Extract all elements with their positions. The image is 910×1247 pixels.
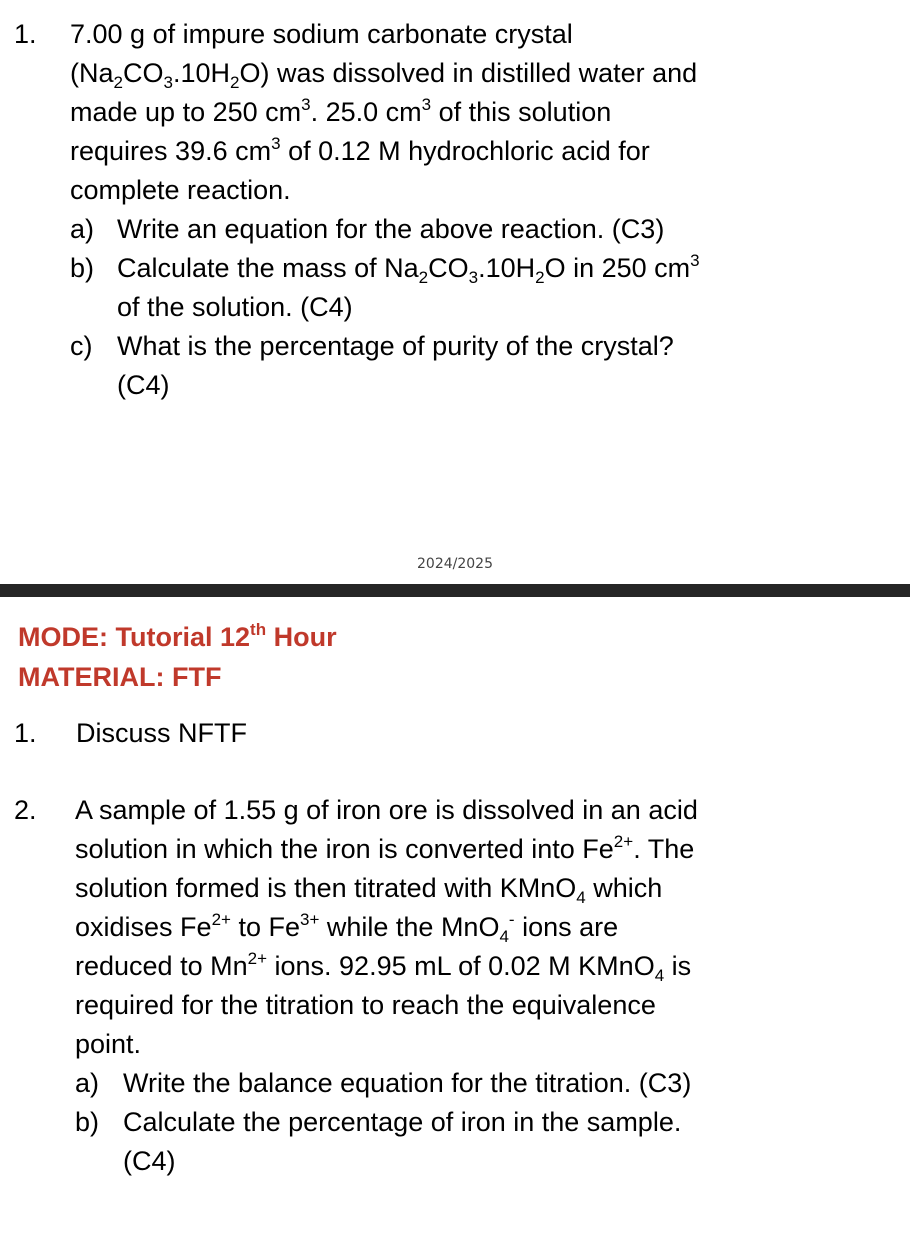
part-text: What is the percentage of purity of the crystal? [117,331,674,361]
page-footer-year: 2024/2025 [417,556,493,572]
part-text: Calculate the percentage of iron in the sample. [123,1107,682,1137]
question-number: 1. [14,19,37,49]
question-line: requires 39.6 $cm^3$ of 0.12 M hydrochloric acid for [70,134,650,166]
question-line: oxidises $Fe^{2+}$ to $Fe^{3+}$ while the MnO$_4$- ions are [75,910,619,946]
part-text: of the solution. (C4) [117,292,353,322]
part-text: (C4) [117,370,170,400]
question-line: 7.00 g of impure sodium carbonate crystal [70,19,573,49]
part-text: Calculate the mass of $Na_2CO_3.10H_2O$ in 250 $cm^3$ [117,251,700,287]
page-divider [0,584,910,597]
question-line: point. [75,1029,142,1059]
question-line: solution in which the iron is converted into $Fe^{2+}$. The [75,832,695,864]
part-text: (C4) [123,1146,176,1176]
item-text: Discuss NFTF [76,718,247,748]
question-line: A sample of 1.55 g of iron ore is dissolved in an acid [75,795,698,825]
question-line: complete reaction. [70,175,291,205]
question-line: $(Na_2CO_3.10H_2O)$ was dissolved in distilled water and [70,58,698,92]
question-number: 2. [14,795,37,825]
material-heading: MATERIAL: FTF [18,662,222,692]
part-text: Write the balance equation for the titration. (C3) [123,1068,692,1098]
part-label: a) [70,214,95,244]
question-line: made up to 250 $cm^3$. 25.0 $cm^3$ of this solution [70,95,612,127]
part-label: b) [75,1107,100,1137]
question-line: required for the titration to reach the equivalence [75,990,656,1020]
question-line: solution formed is then titrated with KMnO$_4$ which [75,873,663,907]
part-text: Write an equation for the above reaction. (C3) [117,214,665,244]
item-number: 1. [14,718,37,748]
part-label: b) [70,253,95,283]
part-label: c) [70,331,93,361]
part-label: a) [75,1068,100,1098]
mode-heading: MODE: Tutorial 12th Hour [18,620,337,652]
question-line: reduced to $Mn^{2+}$ ions. 92.95 mL of 0.02 M KMnO$_4$ is [75,949,692,985]
